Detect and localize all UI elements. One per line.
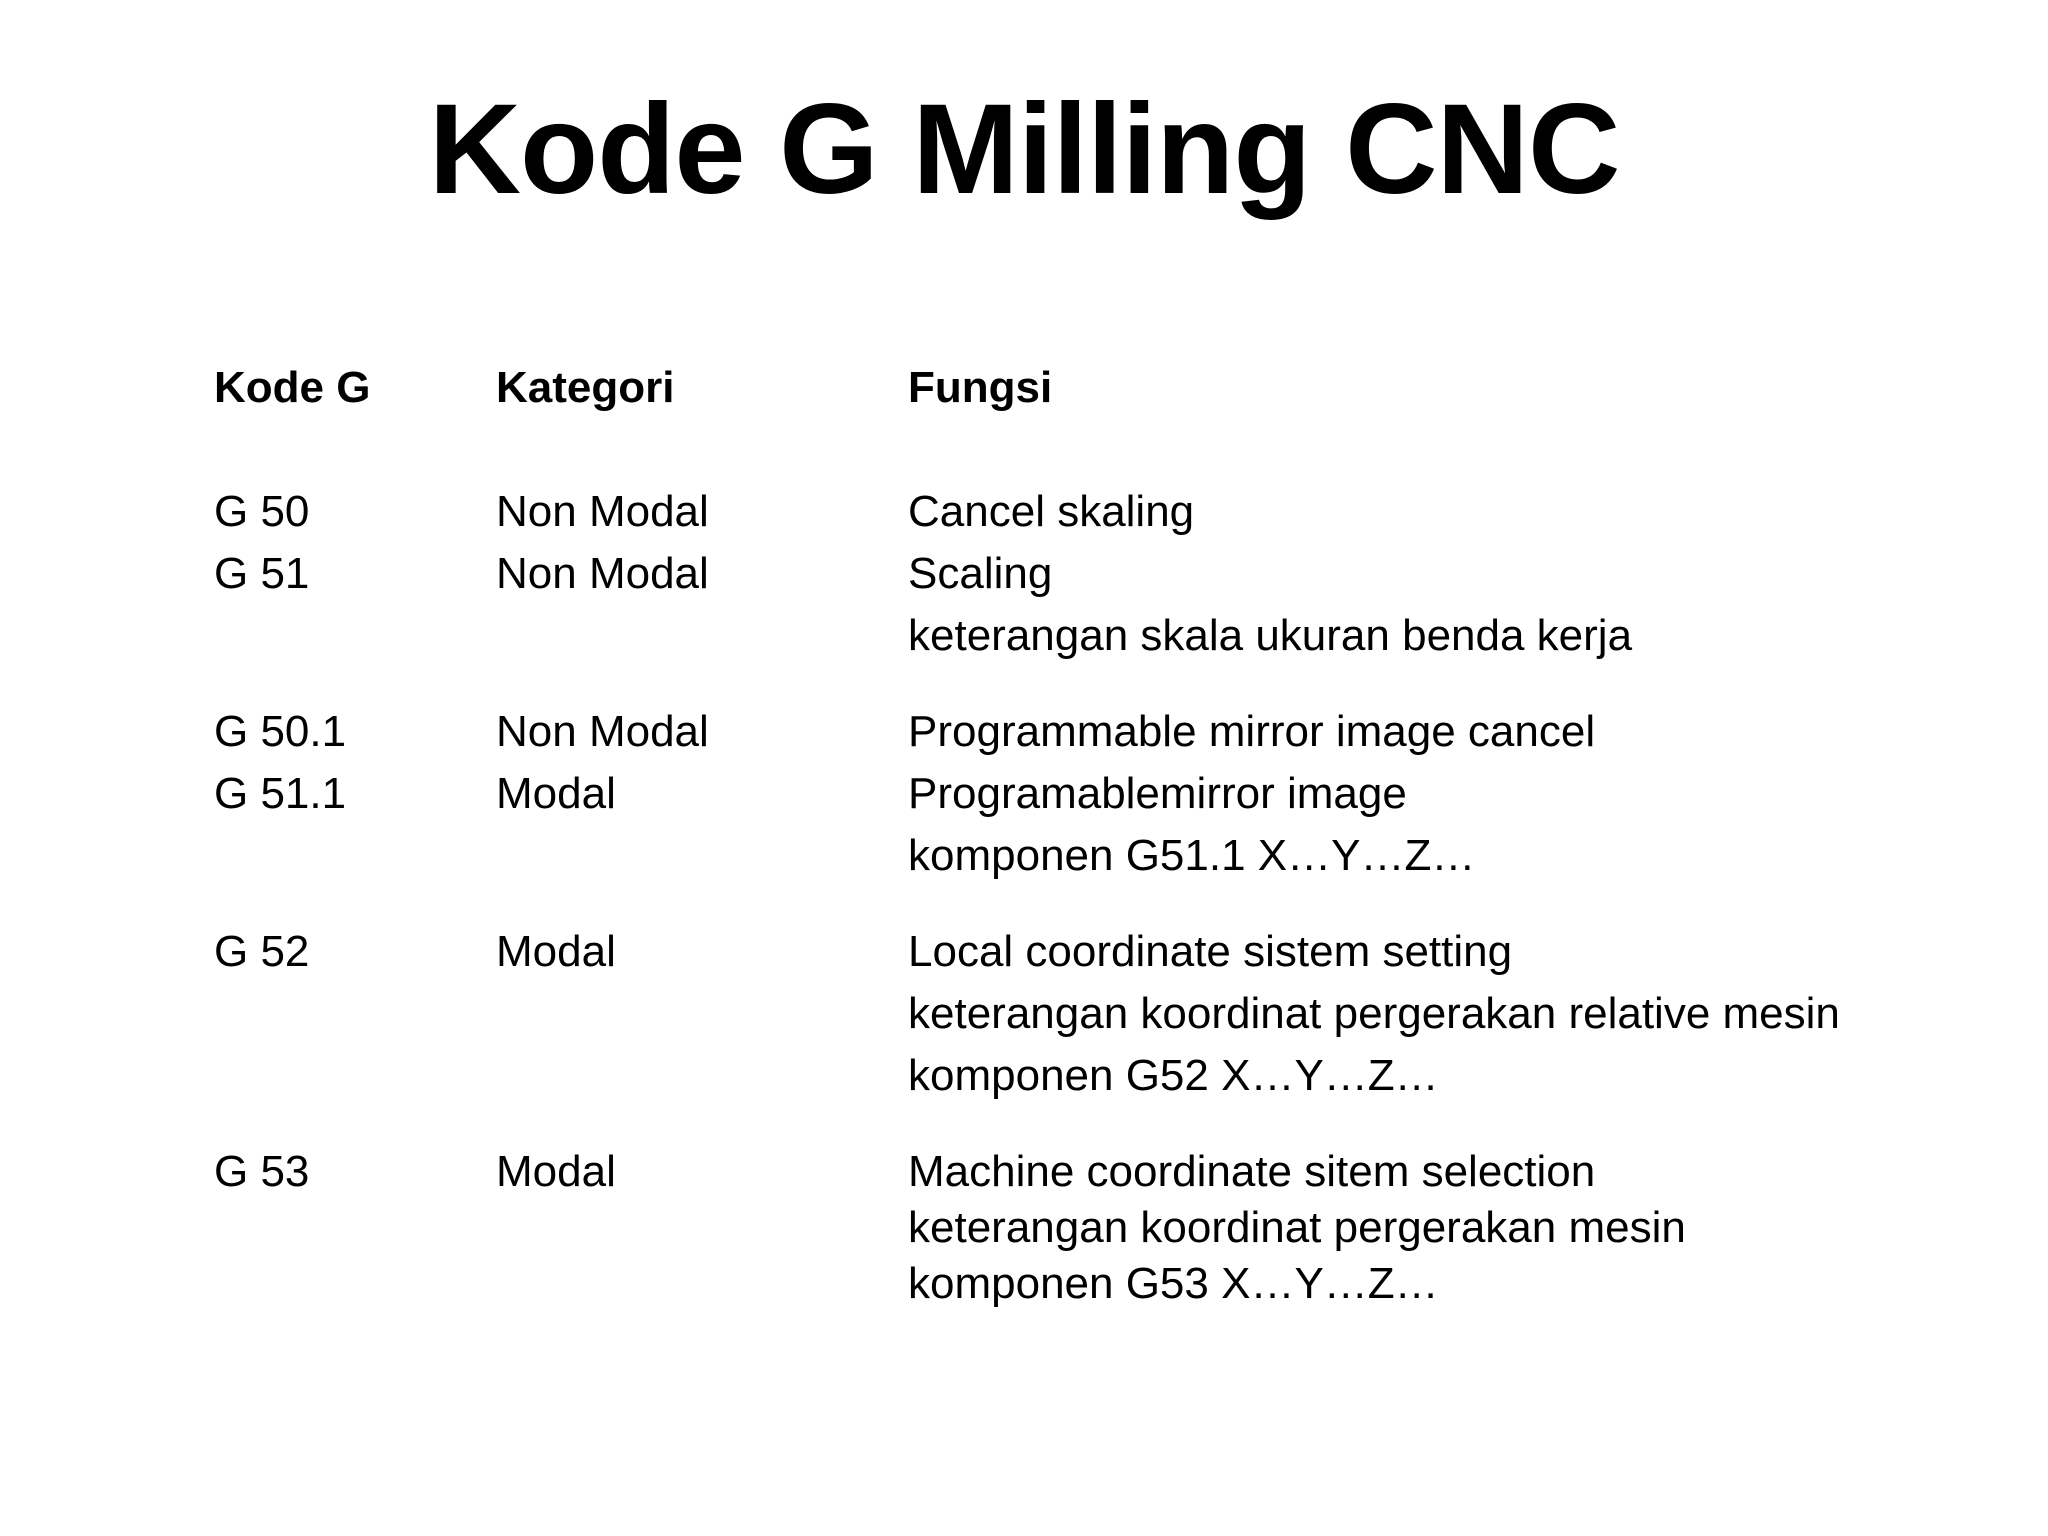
row-g53-function-line2: keterangan koordinat pergerakan mesin [908, 1203, 1686, 1252]
row-g52-category: Modal [496, 927, 616, 976]
row-g53-code: G 53 [214, 1147, 310, 1196]
row-g52-code: G 52 [214, 927, 310, 976]
row-g53-function-line3: komponen G53 X…Y…Z… [908, 1259, 1439, 1308]
row-g51-1-category: Modal [496, 769, 616, 818]
row-g50-1-code: G 50.1 [214, 707, 347, 756]
row-g51-1-code: G 51.1 [214, 769, 347, 818]
row-g50-code: G 50 [214, 487, 310, 536]
row-g51-code: G 51 [214, 549, 310, 598]
row-g52-function-line2: keterangan koordinat pergerakan relative mesin [908, 989, 1840, 1038]
row-g50-category: Non Modal [496, 487, 709, 536]
row-g51-1-function-line1: Programablemirror image [908, 769, 1407, 818]
row-g52-function-line3: komponen G52 X…Y…Z… [908, 1051, 1439, 1100]
row-g51-category: Non Modal [496, 549, 709, 598]
row-g50-1-function-line1: Programmable mirror image cancel [908, 707, 1596, 756]
header-kategori: Kategori [496, 363, 675, 412]
slide-title: Kode G Milling CNC [428, 78, 1620, 221]
header-fungsi: Fungsi [908, 363, 1053, 412]
row-g51-1-function-line2: komponen G51.1 X…Y…Z… [908, 831, 1476, 880]
row-g51-function-line1: Scaling [908, 549, 1053, 598]
row-g53-category: Modal [496, 1147, 616, 1196]
row-g52-function-line1: Local coordinate sistem setting [908, 927, 1513, 976]
row-g50-function-line1: Cancel skaling [908, 487, 1195, 536]
header-kode-g: Kode G [214, 363, 371, 412]
row-g51-function-line2: keterangan skala ukuran benda kerja [908, 611, 1633, 660]
row-g50-1-category: Non Modal [496, 707, 709, 756]
row-g53-function-line1: Machine coordinate sitem selection [908, 1147, 1596, 1196]
